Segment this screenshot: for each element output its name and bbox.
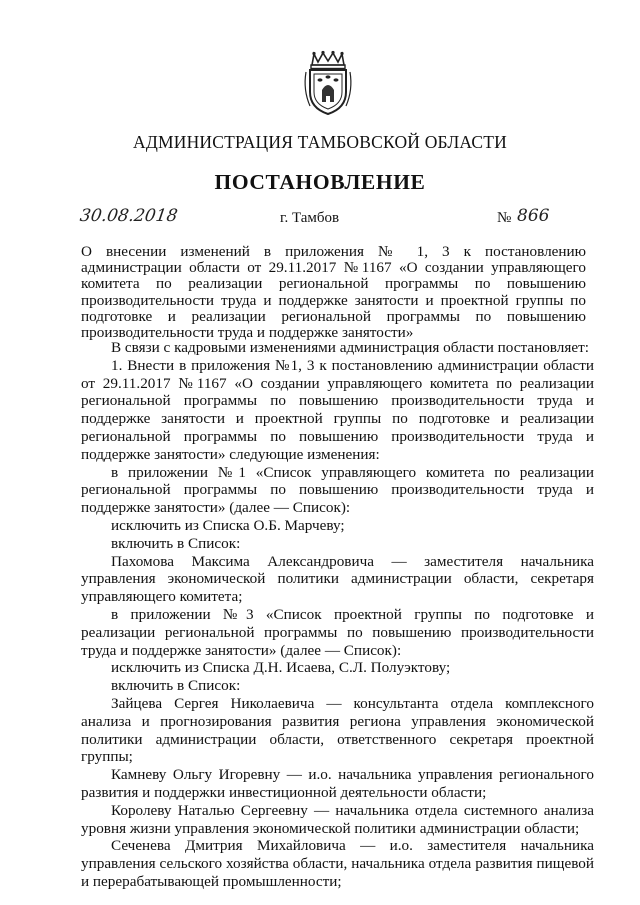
- body-paragraph: 1. Внести в приложения №1, 3 к постановлению администрации области от 29.11.2017 №1167 «О создании управляющего комитета по реализации региональной программы по повышению производительности труда и поддержке занятости и проектной группы по подготовке и реализации региональной программы по повышению производительности труда и поддержке занятости» следующие изменения:: [81, 356, 594, 463]
- agency-name: АДМИНИСТРАЦИЯ ТАМБОВСКОЙ ОБЛАСТИ: [133, 132, 507, 152]
- document-subject: О внесении изменений в приложения № 1, 3 к постановлению администрации области от 29.11.2017 №1167 «О создании управляющего комитета по реализации региональной программы по повышению производительности труда и поддержке занятости и проектной группы по подготовке и реализации региональной программы по повышению производительности труда и поддержке занятости»: [81, 243, 586, 342]
- body-paragraph: Сеченева Дмитрия Михайловича — и.о. заместителя начальника управления сельского хозяйства области, начальника отдела развития пищевой и перерабатывающей промышленности;: [81, 837, 594, 890]
- document-number: 866: [517, 206, 550, 226]
- document-number-label: №: [497, 210, 512, 226]
- body-paragraph: Зайцева Сергея Николаевича — консультанта отдела комплексного анализа и прогнозирования развития региона управления экономической политики администрации области, ответственного секретаря проектной группы;: [81, 694, 594, 766]
- document-body: [81, 339, 594, 891]
- body-paragraph: включить в Список:: [111, 534, 241, 552]
- body-paragraph: в приложении №3 «Список проектной группы по подготовке и реализации региональной программы по повышению производительности труда и поддержке занятости» (далее — Список):: [81, 605, 594, 659]
- body-paragraph: Королеву Наталью Сергеевну — начальника отдела системного анализа уровня жизни управления экономической политики администрации области;: [81, 801, 594, 837]
- body-paragraph: исключить из Списка Д.Н. Исаева, С.Л. Полуэктову;: [111, 659, 451, 677]
- coat-of-arms-icon: [302, 50, 354, 116]
- document-type-title: ПОСТАНОВЛЕНИЕ: [214, 170, 426, 194]
- body-paragraph: Камневу Ольгу Игоревну — и.о. начальника управления регионального развития и поддержки инвестиционной деятельности области;: [81, 766, 594, 801]
- body-paragraph: включить в Список:: [111, 677, 241, 695]
- document-city: г. Тамбов: [280, 210, 340, 226]
- body-paragraph: исключить из Списка О.Б. Марчеву;: [111, 516, 345, 534]
- body-paragraph: Пахомова Максима Александровича — заместителя начальника управления экономической политики администрации области, секретаря управляющего комитета;: [81, 552, 594, 606]
- body-paragraph: в приложении №1 «Список управляющего комитета по реализации региональной программы по повышению производительности труда и поддержке занятости» (далее — Список):: [81, 463, 594, 517]
- body-paragraph: В связи с кадровыми изменениями администрация области постановляет:: [111, 339, 589, 356]
- document-date: 30.08.2018: [78, 206, 179, 226]
